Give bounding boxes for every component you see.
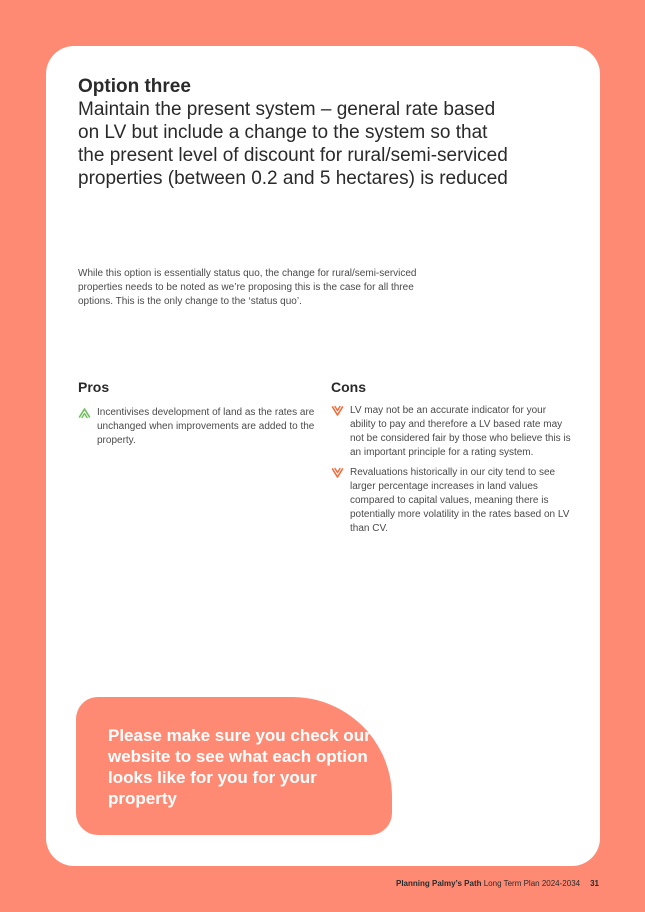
footer-subtitle: Long Term Plan 2024-2034	[481, 879, 581, 888]
pros-heading: Pros	[78, 379, 110, 395]
cons-heading: Cons	[331, 379, 366, 395]
cons-item	[331, 466, 571, 536]
pros-list	[78, 406, 318, 454]
cons-item	[331, 404, 571, 460]
footer-brand: Planning Palmy’s Path	[395, 879, 482, 888]
chevron-down-icon	[331, 467, 344, 479]
intro-paragraph: While this option is essentially status quo, the change for rural/semi-serviced properties needs to be noted as we’re proposing this is the case for all three options. This is the only change to the ‘status quo’.	[78, 268, 417, 307]
cons-list	[331, 404, 571, 542]
pros-item-text: Incentivises development of land as the rates are unchanged when improvements are added to the property.	[97, 407, 315, 446]
pros-item	[78, 406, 318, 448]
chevron-down-icon	[331, 405, 344, 417]
option-label: Option three	[78, 76, 191, 97]
option-title: Maintain the present system – general rate based on LV but include a change to the system so that the present level of discount for rural/semi-serviced properties (between 0.2 and 5 hectares) is reduced	[78, 99, 508, 189]
page-footer	[396, 879, 599, 888]
cons-item-text: Revaluations historically in our city tend to see larger percentage increases in land values compared to capital values, meaning there is potentially more volatility in the rates based on LV than CV.	[350, 467, 570, 534]
cons-item-text: LV may not be an accurate indicator for your ability to pay and therefore a LV based rate may not be considered fair by those who believe this is an important principle for a rating system.	[350, 405, 571, 458]
page-number: 31	[590, 879, 599, 888]
option-heading	[78, 76, 518, 190]
chevron-up-icon	[78, 407, 91, 419]
website-callout	[76, 697, 392, 835]
callout-text: Please make sure you check our website to see what each option looks like for you for your property	[108, 726, 371, 808]
